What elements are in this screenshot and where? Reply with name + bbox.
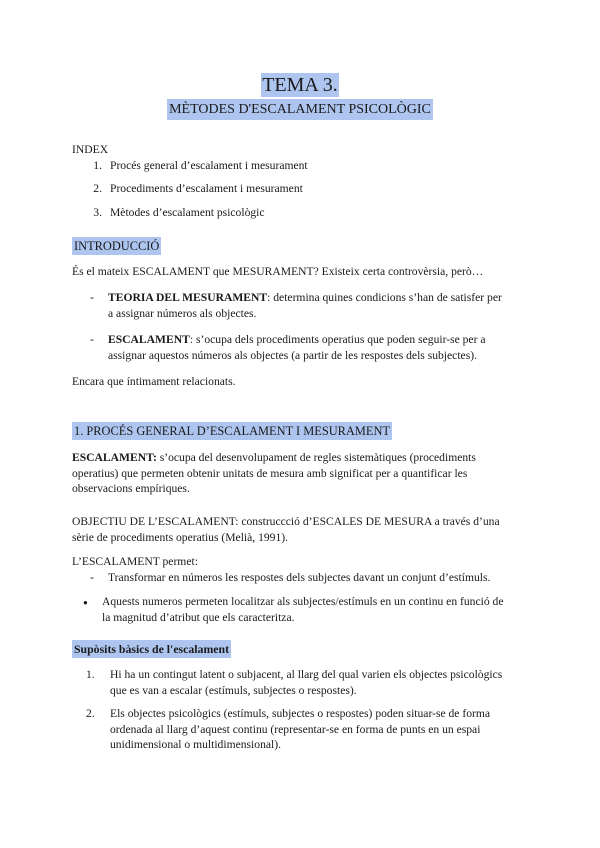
bullet-term: TEORIA DEL MESURAMENT <box>108 291 268 304</box>
dash-marker: - <box>90 333 94 346</box>
intro-closing: Encara que íntimament relacionats. <box>72 375 236 388</box>
index-item-text: Mètodes d’escalament psicològic <box>110 206 265 219</box>
intro-heading-text: INTRODUCCIÓ <box>74 239 160 253</box>
objective-line2: sèrie de procediments operatius (Melià, 1991). <box>72 530 289 544</box>
bullet-dot-icon: ● <box>83 598 88 607</box>
dash-marker: - <box>90 571 94 584</box>
bullet-separator: : <box>267 291 271 304</box>
index-item-text: Procés general d’escalament i mesurament <box>110 159 308 172</box>
bullet-text-line2: a assignar números als objectes. <box>108 306 257 320</box>
definition-term: ESCALAMENT: <box>72 451 157 464</box>
assumption-number: 2. <box>86 707 95 720</box>
assumption-line3: unidimensional o multidimensional). <box>110 738 281 751</box>
section1-heading-text: 1. PROCÉS GENERAL D’ESCALAMENT I MESURAMENT <box>74 424 390 438</box>
page-subtitle <box>0 102 600 118</box>
objective-paragraph <box>72 514 552 545</box>
assumption-line1: Els objectes psicològics (estímuls, subjectes o respostes) poden situar-se de forma <box>110 707 491 720</box>
index-number: 2. <box>93 182 102 195</box>
definition-line2: operatius) que permeten obtenir unitats de mesura amb significat per a quantificar les <box>72 466 468 480</box>
bullet-text-line1: determina quines condicions s’han de satisfer per <box>270 291 502 304</box>
assumptions-heading <box>72 642 231 658</box>
assumptions-heading-text: Supòsits bàsics de l'escalament <box>74 642 230 656</box>
page-title <box>0 74 600 97</box>
index-item-text: Procediments d’escalament i mesurament <box>110 182 303 195</box>
intro-question: És el mateix ESCALAMENT que MESURAMENT? Existeix certa controvèrsia, però… <box>72 265 484 278</box>
assumption-line1: Hi ha un contingut latent o subjacent, al llarg del qual varien els objectes psicològics <box>110 668 503 681</box>
assumption-number: 1. <box>86 668 95 681</box>
bullet-text-line1: s’ocupa dels procediments operatius que poden seguir-se per a <box>193 333 486 346</box>
bullet-term: ESCALAMENT <box>108 333 190 346</box>
page-subtitle-text: MÈTODES D'ESCALAMENT PSICOLÒGIC <box>167 99 433 120</box>
bullet-line2: la magnitud d’atribut que els caracteritza. <box>102 610 295 624</box>
bullet-text-line2: assignar aquestos números als objectes (a partir de les respostes dels subjectes). <box>108 348 477 362</box>
objective-line1: OBJECTIU DE L’ESCALAMENT: construccció d’ESCALES DE MESURA a través d’una <box>72 515 500 528</box>
definition-line3: observacions empíriques. <box>72 482 190 495</box>
bullet-line1: Aquests numeros permeten localitzar als subjectes/estímuls en un continu en funció de <box>102 595 504 608</box>
permits-label: L’ESCALAMENT permet: <box>72 555 198 568</box>
section1-heading <box>72 424 392 440</box>
index-number: 3. <box>93 206 102 219</box>
bullet-separator: : <box>189 333 194 346</box>
dash-marker: - <box>90 291 94 304</box>
permits-item-text: Transformar en números les respostes dels subjectes davant un conjunt d’estímuls. <box>108 571 491 584</box>
assumption-line2: que es van a escalar (estímuls, subjectes o respostes). <box>110 683 357 697</box>
definition-line1: s’ocupa del desenvolupament de regles sistemàtiques (procediments <box>156 451 476 464</box>
page-title-text: TEMA 3. <box>262 74 338 96</box>
intro-heading <box>72 239 161 255</box>
assumption-line2: ordenada al llarg d’aquest continu (representar-se en forma de punts en un espai <box>110 722 481 736</box>
index-label: INDEX <box>72 143 109 156</box>
escalament-definition <box>72 450 542 497</box>
index-number: 1. <box>93 159 102 172</box>
